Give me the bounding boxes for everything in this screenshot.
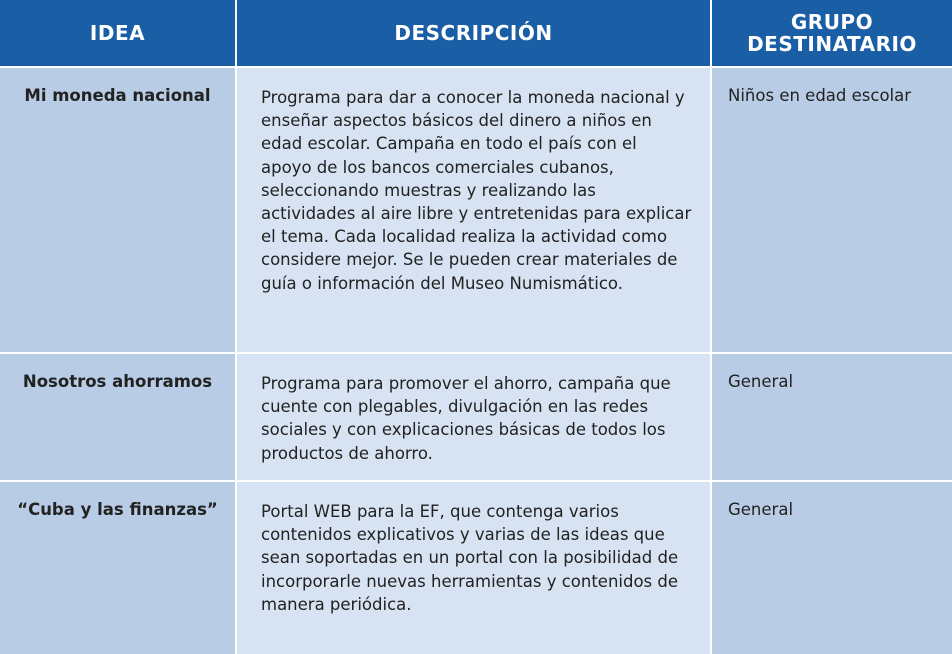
header-grupo bbox=[712, 0, 952, 66]
row-1-grupo bbox=[712, 66, 952, 352]
row-3-idea bbox=[0, 480, 235, 654]
row-3-descripcion-text: Portal WEB para la EF, que contenga varios contenidos explicativos y varias de las ideas que sean soportadas en un portal con la posibilidad de incorporarle nuevas herramientas y contenidos de manera periódica. bbox=[261, 502, 679, 614]
header-descripcion-label: DESCRIPCIÓN bbox=[394, 21, 553, 45]
header-grupo-line2: DESTINATARIO bbox=[747, 32, 917, 56]
row-3-idea-text: “Cuba y las finanzas” bbox=[17, 500, 218, 519]
row-2-descripcion bbox=[235, 352, 712, 480]
header-idea bbox=[0, 0, 235, 66]
row-1-grupo-text: Niños en edad escolar bbox=[728, 86, 912, 105]
row-2-idea-text: Nosotros ahorramos bbox=[22, 372, 213, 391]
row-1-idea-text: Mi moneda nacional bbox=[24, 86, 211, 105]
row-3-grupo bbox=[712, 480, 952, 654]
header-idea-label: IDEA bbox=[89, 21, 146, 45]
row-2-idea bbox=[0, 352, 235, 480]
row-2-descripcion-text: Programa para promover el ahorro, campaña que cuente con plegables, divulgación en las redes sociales y con explicaciones básicas de todos los productos de ahorro. bbox=[261, 374, 671, 463]
header-grupo-line1: GRUPO bbox=[790, 10, 874, 34]
header-descripcion bbox=[235, 0, 712, 66]
row-1-descripcion-text: Programa para dar a conocer la moneda nacional y enseñar aspectos básicos del dinero a niños en edad escolar. Campaña en todo el país con el apoyo de los bancos comerciales cubanos, seleccionando muestras y realizando las actividades al aire libre y entretenidas para explicar el tema. Cada localidad realiza la actividad como considere mejor. Se le pueden crear materiales de guía o información del Museo Numismático. bbox=[261, 88, 692, 293]
row-1-idea bbox=[0, 66, 235, 352]
row-2-grupo-text: General bbox=[728, 372, 794, 391]
row-2-grupo bbox=[712, 352, 952, 480]
row-1-descripcion bbox=[235, 66, 712, 352]
row-3-grupo-text: General bbox=[728, 500, 794, 519]
row-3-descripcion bbox=[235, 480, 712, 654]
